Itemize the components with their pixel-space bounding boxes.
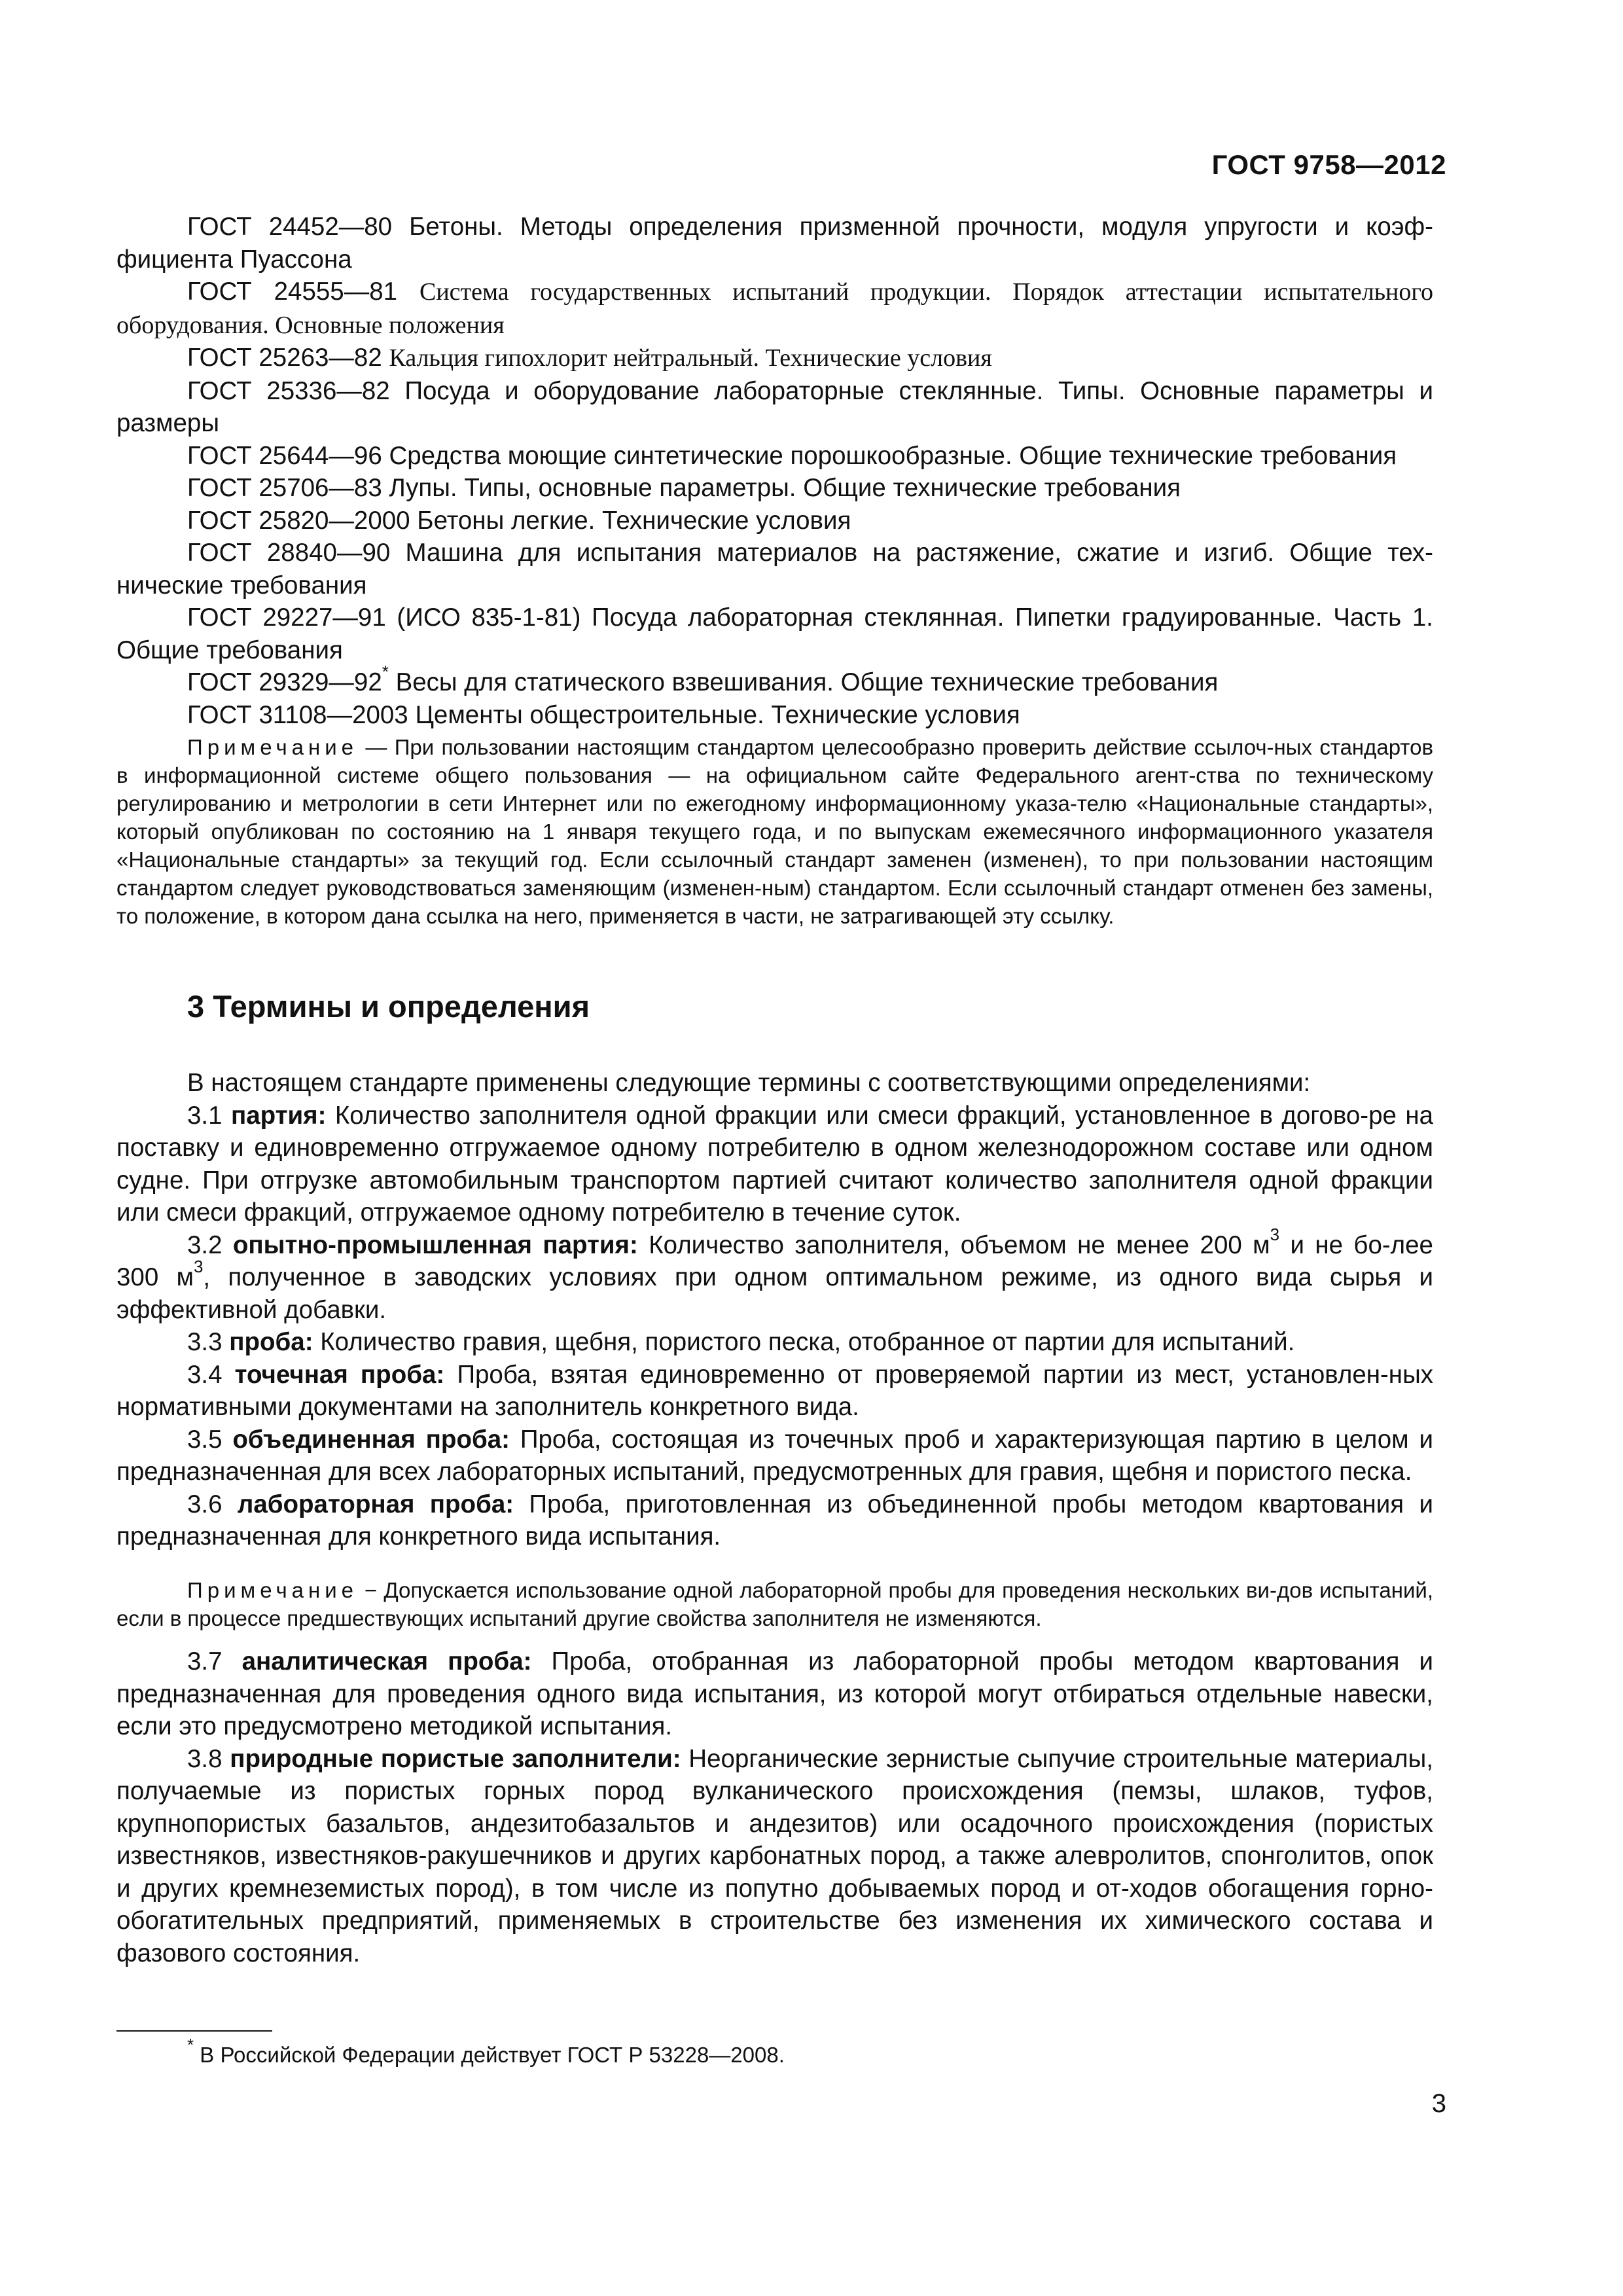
footnote-marker: * — [382, 662, 389, 682]
definition-item: 3.6 лабораторная проба: Проба, приготовленная из объединенной пробы методом квартования и предназначенная для конкретного вида испытания. — [116, 1490, 1433, 1551]
note-text: При пользовании настоящим стандартом целесообразно проверить действие ссылоч-ных стандартов в информационной системе общего пользования — на официальном сайте Федерального агент-ства по техническому регулированию и метрологии в сети Интернет или по ежегодному информационному указа-телю «Национальные стандарты», который опубликован по состоянию на 1 января текущего года, и по выпускам ежемесячного информационного указателя «Национальные стандарты» за текущий год. Если ссылочный стандарт заменен (изменен), то при пользовании настоящим стандартом следует руководствоваться заменяющим (изменен-ным) стандартом. Если ссылочный стандарт отменен без замены, то положение, в котором дана ссылка на него, применяется в части, не затрагивающей эту ссылку. — [116, 735, 1434, 928]
section-title: 3 Термины и определения — [187, 989, 590, 1024]
term: проба: — [229, 1328, 313, 1356]
reference-item: ГОСТ 24452—80 Бетоны. Методы определения призменной прочности, модуля упругости и коэф-фициента Пуассона — [116, 213, 1433, 274]
definition-item: 3.3 проба: Количество гравия, щебня, пористого песка, отобранное от партии для испытаний. — [187, 1328, 1295, 1356]
reference-item: ГОСТ 29227—91 (ИСО 835-1-81) Посуда лабораторная стеклянная. Пипетки градуированные. Часть 1. Общие требования — [116, 603, 1433, 664]
note-label: Примечание — [187, 1578, 359, 1602]
footnote: * В Российской Федерации действует ГОСТ Р 53228—2008. — [187, 2035, 785, 2067]
reference-item: ГОСТ 25820—2000 Бетоны легкие. Технические условия — [187, 506, 851, 535]
term: объединенная проба: — [232, 1425, 510, 1454]
definition-item: 3.1 партия: Количество заполнителя одной фракции или смеси фракций, установленное в догово-ре на поставку и единовременно отгружаемое одному потребителю в одном железнодорожном составе или одном судне. При отгрузке автомобильным транспортом партией считают количество заполнителя одной фракции или смеси фракций, отгружаемое одному потребителю в течение суток. — [116, 1101, 1433, 1227]
reference-item: ГОСТ 29329—92* Весы для статического взвешивания. Общие технические требования — [187, 662, 1219, 696]
definitions-list — [116, 1067, 1433, 1553]
reference-item: ГОСТ 28840—90 Машина для испытания материалов на растяжение, сжатие и изгиб. Общие тех-нические требования — [116, 539, 1433, 600]
term: точечная проба: — [234, 1360, 445, 1389]
reference-item: ГОСТ 25336—82 Посуда и оборудование лабораторные стеклянные. Типы. Основные параметры и размеры — [116, 376, 1433, 437]
definition-item: 3.8 природные пористые заполнители: Неорганические зернистые сыпучие строительные материалы, получаемые из пористых горных пород вулканического происхождения (пемзы, шлаков, туфов, крупнопористых базальтов, андезитобазальтов и андезитов) или осадочного происхождения (пористых известняков, известняков-ракушечников и других карбонатных пород, а также алевролитов, спонголитов, опок и других кремнеземистых пород), в том числе из попутно добываемых пород и от-ходов обогащения горно-обогатительных предприятий, применяемых в строительстве без изменения их химического состава и фазового состояния. — [116, 1744, 1434, 1967]
reference-item: ГОСТ 25263—82 Кальция гипохлорит нейтральный. Технические условия — [187, 344, 992, 372]
reference-item: ГОСТ 31108—2003 Цементы общестроительные. Технические условия — [187, 700, 1020, 729]
term: лабораторная проба: — [237, 1490, 514, 1518]
document-code-header: ГОСТ 9758—2012 — [1211, 149, 1446, 180]
definition-item: 3.4 точечная проба: Проба, взятая единовременно от проверяемой партии из мест, установлен-ных нормативными документами на заполнитель конкретного вида. — [116, 1360, 1433, 1421]
definitions-intro: В настоящем стандарте применены следующие термины с соответствующими определениями: — [187, 1069, 1311, 1097]
references-note: Примечание — При пользовании настоящим стандартом целесообразно проверить действие ссылоч-ных стандартов в информационной системе общего пользования — на официальном сайте Федерального агент-ства по техническому регулированию и метрологии в сети Интернет или по ежегодному информационному указа-телю «Национальные стандарты», который опубликован по состоянию на 1 января текущего года, и по выпускам ежемесячного информационного указателя «Национальные стандарты» за текущий год. Если ссылочный стандарт заменен (изменен), то при пользовании настоящим стандартом следует руководствоваться заменяющим (изменен-ным) стандартом. Если ссылочный стандарт отменен без замены, то положение, в котором дана ссылка на него, применяется в части, не затрагивающей эту ссылку. — [116, 735, 1434, 928]
reference-item: ГОСТ 24555—81 Система государственных испытаний продукции. Порядок аттестации испытательного оборудования. Основные положения — [116, 278, 1433, 339]
note-text: Допускается использование одной лабораторной пробы для проведения нескольких ви-дов испытаний, если в процессе предшествующих испытаний другие свойства заполнителя не изменяются. — [116, 1578, 1434, 1630]
definition-item: 3.7 аналитическая проба: Проба, отобранная из лабораторной пробы методом квартования и предназначенная для проведения одного вида испытания, из которой могут отбираться отдельные навески, если это предусмотрено методикой испытания. — [116, 1647, 1434, 1740]
definitions-list-continued — [116, 1645, 1433, 1969]
term: партия: — [230, 1101, 327, 1130]
definition-item: 3.2 опытно-промышленная партия: Количество заполнителя, объемом не менее 200 $м^3$ и не бо-лее 300 $м^3$, полученное в заводских условиях при одном оптимальном режиме, из одного вида сырья и эффективной добавки. — [116, 1224, 1433, 1324]
page-number: 3 — [1431, 2089, 1446, 2118]
footnote-marker: * — [187, 2035, 194, 2054]
term: природные пористые заполнители: — [230, 1744, 681, 1773]
note-label: Примечание — [187, 735, 359, 759]
footnote-divider — [116, 2030, 272, 2032]
reference-item: ГОСТ 25706—83 Лупы. Типы, основные параметры. Общие технические требования — [187, 474, 1181, 502]
normative-references-list — [116, 211, 1433, 731]
term: опытно-промышленная партия: — [232, 1230, 638, 1259]
definition-item: 3.5 объединенная проба: Проба, состоящая из точечных проб и характеризующая партию в целом и предназначенная для всех лабораторных испытаний, предусмотренных для гравия, щебня и пористого песка. — [116, 1425, 1433, 1486]
term: аналитическая проба: — [241, 1647, 532, 1676]
definitions-note: Примечание − Допускается использование одной лабораторной пробы для проведения нескольких ви-дов испытаний, если в процессе предшествующих испытаний другие свойства заполнителя не изменяются. — [116, 1578, 1434, 1630]
reference-item: ГОСТ 25644—96 Средства моющие синтетические порошкообразные. Общие технические требования — [187, 441, 1397, 470]
